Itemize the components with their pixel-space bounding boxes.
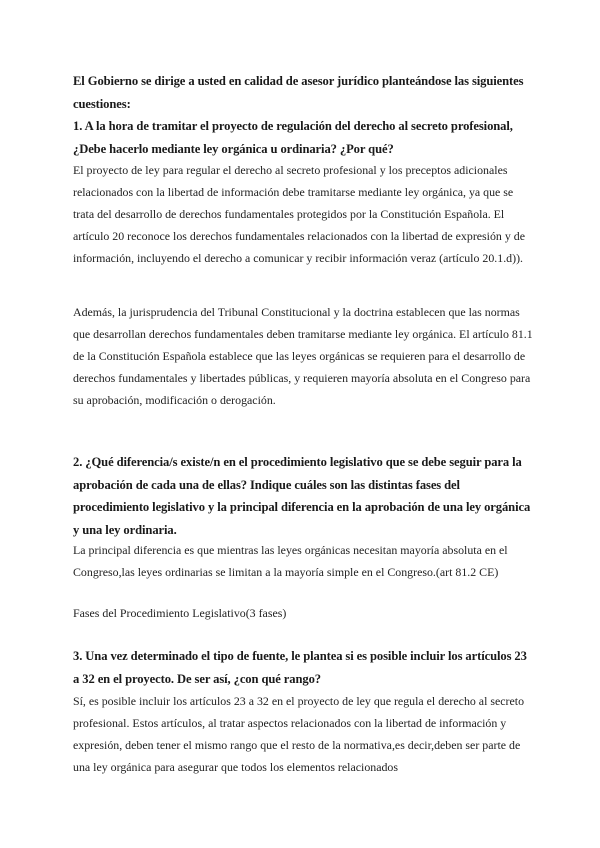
answer-3-text-1: Sí, es posible incluir los artículos 23 a 32 en el proyecto de ley que regula el derecho al secreto profesional. Estos artículos, al tratar aspectos relacionados con la libertad de información y expresión, deben tener el mismo rango que el resto de la normativa,es decir,deben ser parte de una ley orgánica para asegurar que todos los elementos relacionados	[73, 694, 525, 774]
answer-2-paragraph-1	[73, 539, 533, 583]
section-3	[73, 645, 533, 778]
section-1	[73, 70, 533, 160]
answer-1-paragraph-2	[73, 301, 533, 411]
section-2	[73, 451, 533, 541]
question-2: 2. ¿Qué diferencia/s existe/n en el procedimiento legislativo que se debe seguir para la aprobación de cada una de ellas? Indique cuáles son las distintas fases del procedimiento legislativo y la principal diferencia en la aprobación de una ley orgánica y una ley ordinaria.	[73, 455, 531, 537]
answer-1-paragraph-1	[73, 159, 533, 269]
answer-1-text-2: Además, la jurisprudencia del Tribunal Constitucional y la doctrina establecen que las normas que desarrollan derechos fundamentales deben tramitarse mediante ley orgánica. El artículo 81.1 de la Constitución Española establece que las leyes orgánicas se requieren para el desarrollo de derechos fundamentales y libertades públicas, y requieren mayoría absoluta en el Congreso para su aprobación, modificación o derogación.	[73, 305, 533, 407]
intro-heading: El Gobierno se dirige a usted en calidad de asesor jurídico planteándose las siguientes cuestiones:	[73, 74, 524, 111]
answer-2-text-1: La principal diferencia es que mientras las leyes orgánicas necesitan mayoría absoluta en el Congreso,las leyes ordinarias se limitan a la mayoría simple en el Congreso.(art 81.2 CE)	[73, 543, 508, 579]
answer-2-paragraph-2	[73, 602, 533, 624]
question-3: 3. Una vez determinado el tipo de fuente, le plantea si es posible incluir los artículos 23 a 32 en el proyecto. De ser así, ¿con qué rango?	[73, 649, 527, 686]
question-1: 1. A la hora de tramitar el proyecto de regulación del derecho al secreto profesional, ¿Debe hacerlo mediante ley orgánica u ordinaria? ¿Por qué?	[73, 119, 513, 156]
answer-1-text-1: El proyecto de ley para regular el derecho al secreto profesional y los preceptos adicionales relacionados con la libertad de información debe tramitarse mediante ley orgánica, ya que se trata del desarrollo de derechos fundamentales protegidos por la Constitución Española. El artículo 20 reconoce los derechos fundamentales relacionados con la libertad de expresión y de información, incluyendo el derecho a comunicar y recibir información veraz (artículo 20.1.d)).	[73, 163, 525, 265]
answer-2-text-2: Fases del Procedimiento Legislativo(3 fases)	[73, 606, 287, 620]
